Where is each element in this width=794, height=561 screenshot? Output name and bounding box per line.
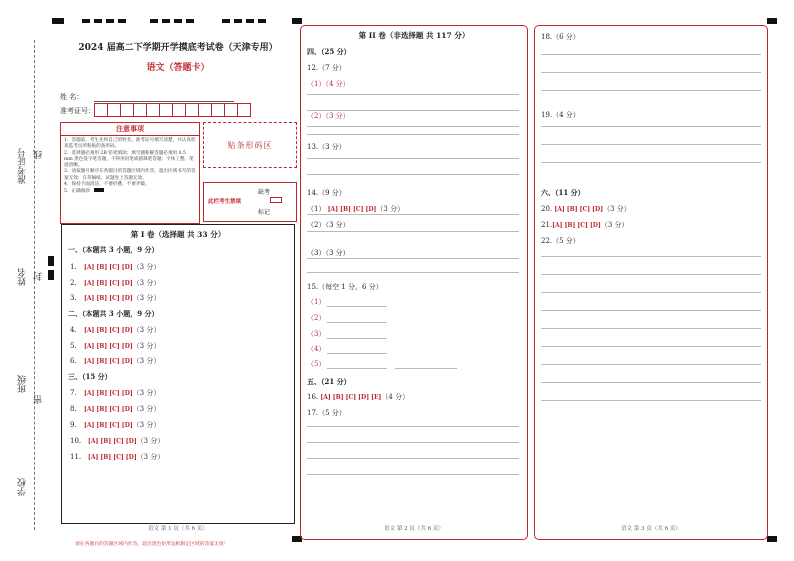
question-1: 1. [A] [B] [C] [D]（3 分） bbox=[70, 263, 161, 271]
answer-line[interactable] bbox=[307, 134, 519, 135]
answer-line[interactable] bbox=[307, 458, 519, 459]
question-14: 14.（9 分） bbox=[307, 189, 346, 197]
notice-title: 注意事项 bbox=[61, 123, 199, 136]
choice-options[interactable]: [A] [B] [C] [D] bbox=[552, 222, 601, 229]
answer-line[interactable] bbox=[541, 72, 761, 73]
question-8: 8. [A] [B] [C] [D]（3 分） bbox=[70, 405, 161, 413]
answer-line[interactable] bbox=[327, 368, 387, 369]
section-3-heading: 三、（15 分） bbox=[68, 372, 112, 381]
section-6-heading: 六、（11 分） bbox=[541, 188, 585, 197]
alignment-mark bbox=[767, 18, 777, 24]
question-12-2: （2）（3 分） bbox=[307, 112, 350, 120]
barcode-area bbox=[203, 122, 297, 168]
question-15-3: （3） bbox=[307, 330, 326, 338]
part2-title: 第 II 卷（非选择题 共 117 分） bbox=[358, 31, 470, 40]
barcode-label: 贴条形码区 bbox=[227, 140, 273, 150]
side-seal-label: 封 bbox=[34, 272, 44, 281]
answer-line[interactable] bbox=[541, 310, 761, 311]
answer-line[interactable] bbox=[307, 94, 519, 95]
question-6: 6. [A] [B] [C] [D]（3 分） bbox=[70, 357, 161, 365]
side-name-label: 姓名 bbox=[18, 268, 28, 286]
question-14-1: （1） [A] [B] [C] [D]（3 分） bbox=[307, 205, 405, 213]
question-18: 18.（6 分） bbox=[541, 33, 580, 41]
question-12: 12.（7 分） bbox=[307, 64, 346, 72]
answer-line[interactable] bbox=[395, 368, 457, 369]
answer-line[interactable] bbox=[541, 144, 761, 145]
answer-line[interactable] bbox=[327, 322, 387, 323]
question-15-4: （4） bbox=[307, 345, 326, 353]
question-16: 16. [A] [B] [C] [D] [E]（4 分） bbox=[307, 393, 410, 401]
answer-line[interactable] bbox=[541, 292, 761, 293]
answer-line[interactable] bbox=[307, 474, 519, 475]
section-5-heading: 五、（21 分） bbox=[307, 377, 351, 386]
footer-warning: 请在各题目的答题区域内作答，超出黑色矩形边框限定区域的答案无效！ bbox=[75, 542, 229, 547]
answer-line[interactable] bbox=[541, 54, 761, 55]
choice-options[interactable]: [A] [B] [C] [D] bbox=[327, 206, 377, 213]
answer-line[interactable] bbox=[307, 174, 519, 175]
question-14-2: （2）（3 分） bbox=[307, 221, 350, 229]
question-15-2: （2） bbox=[307, 314, 326, 322]
answer-line[interactable] bbox=[541, 400, 761, 401]
question-10: 10. [A] [B] [C] [D]（3 分） bbox=[70, 437, 165, 445]
page-1 bbox=[58, 22, 298, 532]
page-footer: 语文 第 2 页（共 6 页） bbox=[384, 526, 444, 532]
section-2-heading: 二、（本题共 3 小题，9 分） bbox=[68, 309, 159, 318]
absent-text: 此栏考生禁填 bbox=[208, 199, 242, 205]
question-19: 19.（4 分） bbox=[541, 111, 580, 119]
choice-options[interactable]: [A] [B] [C] [D] bbox=[84, 280, 133, 287]
binding-dashed-line bbox=[34, 40, 35, 530]
answer-line[interactable] bbox=[307, 426, 519, 427]
alignment-mark bbox=[48, 256, 54, 266]
notice-box bbox=[60, 122, 200, 224]
notice-item: 3．请按题号顺序在各题目的答题区域内作答，超出区域书写的答案无效；在草稿纸、试题卷上答题无效。 bbox=[64, 169, 196, 181]
absent-label-top: 缺考 bbox=[258, 189, 271, 196]
part1-title: 第 I 卷（选择题 共 33 分） bbox=[130, 230, 226, 239]
question-5: 5. [A] [B] [C] [D]（3 分） bbox=[70, 342, 161, 350]
name-label: 姓 名： bbox=[60, 93, 84, 101]
question-13: 13.（3 分） bbox=[307, 143, 346, 151]
notice-item: 5．正确填涂 bbox=[64, 189, 90, 195]
question-15-5: （5） bbox=[307, 360, 326, 368]
page-2 bbox=[300, 25, 528, 540]
exam-id-label: 准考证号： bbox=[60, 107, 95, 115]
question-15-1: （1） bbox=[307, 298, 326, 306]
answer-line[interactable] bbox=[327, 353, 387, 354]
question-15: 15.（每空 1 分，6 分） bbox=[307, 283, 383, 291]
absent-checkbox[interactable] bbox=[270, 197, 282, 203]
filled-sample-icon bbox=[94, 188, 104, 192]
side-mi-label: 密 bbox=[34, 395, 44, 404]
choice-options[interactable]: [A] [B] [C] [D] bbox=[84, 406, 133, 413]
question-7: 7. [A] [B] [C] [D]（3 分） bbox=[70, 389, 161, 397]
absent-box bbox=[203, 182, 297, 222]
alignment-mark bbox=[48, 270, 54, 280]
page-subtitle: 语文（答题卡） bbox=[146, 63, 210, 73]
choice-options[interactable]: [A] [B] [C] [D] bbox=[84, 327, 133, 334]
choice-options[interactable]: [A] [B] [C] [D] bbox=[88, 454, 137, 461]
choice-options[interactable]: [A] [B] [C] [D] bbox=[88, 438, 137, 445]
question-2: 2. [A] [B] [C] [D]（3 分） bbox=[70, 279, 161, 287]
answer-line[interactable] bbox=[541, 382, 761, 383]
side-school-label: 学校 bbox=[18, 478, 28, 496]
side-class-label: 班级 bbox=[18, 375, 28, 393]
answer-line[interactable] bbox=[307, 214, 519, 215]
answer-line[interactable] bbox=[307, 158, 519, 159]
question-20: 20. [A] [B] [C] [D]（3 分） bbox=[541, 205, 631, 213]
notice-item: 1．答题前，考生先将自己的姓名、准考证号填写清楚，并认真检查监考员所粘贴的条形码。 bbox=[64, 138, 196, 150]
answer-line[interactable] bbox=[307, 442, 519, 443]
answer-line[interactable] bbox=[541, 162, 761, 163]
answer-line[interactable] bbox=[307, 126, 519, 127]
question-11: 11. [A] [B] [C] [D]（3 分） bbox=[70, 453, 165, 461]
answer-line[interactable] bbox=[541, 90, 761, 91]
answer-line[interactable] bbox=[307, 258, 519, 259]
answer-line[interactable] bbox=[327, 338, 387, 339]
answer-line[interactable] bbox=[327, 306, 387, 307]
section-1-heading: 一、（本题共 3 小题，9 分） bbox=[68, 245, 159, 254]
side-line-label: 线 bbox=[34, 150, 44, 159]
choice-options[interactable]: [A] [B] [C] [D] bbox=[84, 358, 133, 365]
question-9: 9. [A] [B] [C] [D]（3 分） bbox=[70, 421, 161, 429]
choice-options[interactable]: [A] [B] [C] [D] bbox=[84, 422, 133, 429]
absent-label-bottom: 标记 bbox=[258, 209, 271, 216]
answer-line[interactable] bbox=[307, 231, 519, 232]
choice-options[interactable]: [A] [B] [C] [D] bbox=[84, 295, 133, 302]
answer-line[interactable] bbox=[307, 272, 519, 273]
answer-line[interactable] bbox=[541, 364, 761, 365]
alignment-mark bbox=[767, 536, 777, 542]
section-4-heading: 四、（25 分） bbox=[307, 47, 351, 56]
question-12-1: （1）（4 分） bbox=[307, 80, 350, 88]
choice-options[interactable]: [A] [B] [C] [D] bbox=[84, 264, 133, 271]
notice-item: 4．保持卡面清洁，不要折叠、不要弄破。 bbox=[64, 182, 150, 188]
exam-id-boxes[interactable] bbox=[94, 103, 251, 117]
choice-options[interactable]: [A] [B] [C] [D] [E] bbox=[320, 394, 382, 401]
question-22: 22.（5 分） bbox=[541, 237, 580, 245]
page-footer: 语文 第 3 页（共 6 页） bbox=[621, 526, 681, 532]
answer-line[interactable] bbox=[541, 346, 761, 347]
page-3 bbox=[534, 25, 768, 540]
answer-line[interactable] bbox=[541, 126, 761, 127]
choice-options[interactable]: [A] [B] [C] [D] bbox=[84, 343, 133, 350]
answer-line[interactable] bbox=[541, 274, 761, 275]
question-17: 17.（5 分） bbox=[307, 409, 346, 417]
notice-item: 2．选择题必须用 2B 铅笔填涂；填空题和解答题必须用 0.5 mm 黑色签字笔答题，不得用铅笔或圆珠笔答题；字体工整、笔迹清晰。 bbox=[64, 150, 194, 169]
choice-options[interactable]: [A] [B] [C] [D] bbox=[84, 390, 133, 397]
choice-options[interactable]: [A] [B] [C] [D] bbox=[554, 206, 604, 213]
question-4: 4. [A] [B] [C] [D]（3 分） bbox=[70, 326, 161, 334]
answer-line[interactable] bbox=[541, 256, 761, 257]
side-id-label: 准考证号 bbox=[18, 148, 28, 184]
page-title: 2024 届高二下学期开学摸底考试卷（天津专用） bbox=[78, 43, 278, 53]
question-3: 3. [A] [B] [C] [D]（3 分） bbox=[70, 294, 161, 302]
answer-line[interactable] bbox=[541, 328, 761, 329]
page-footer: 语文 第 1 页（共 6 页） bbox=[148, 526, 208, 532]
question-21: 21.[A] [B] [C] [D]（3 分） bbox=[541, 221, 629, 229]
name-field[interactable] bbox=[94, 101, 234, 102]
question-14-3: （3）（3 分） bbox=[307, 249, 350, 257]
